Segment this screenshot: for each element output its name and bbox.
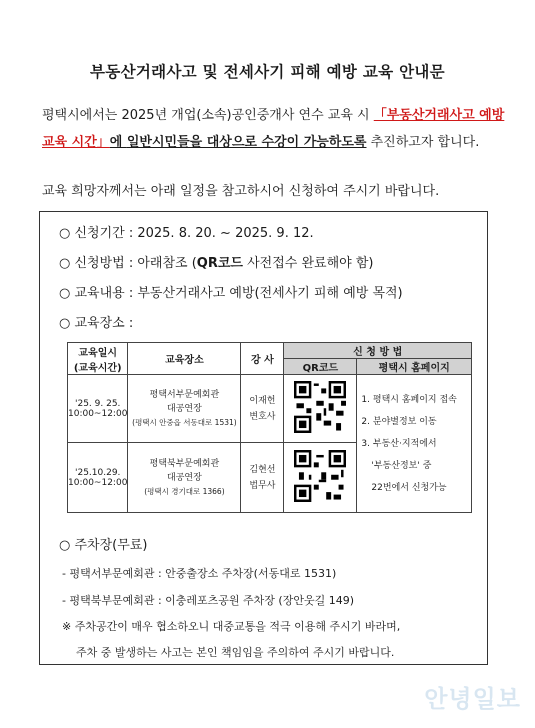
row-place: 평택서부문예회관 대공연장 (평택시 안중읍 서동대로 1531) bbox=[128, 375, 241, 443]
guide-text: 교육 희망자께서는 아래 일정을 참고하시어 신청하여 주시기 바랍니다. bbox=[42, 184, 440, 199]
highlight-course: 「부동산거래사고 예방 교육 시간」 bbox=[42, 108, 505, 150]
header-lecturer: 강 사 bbox=[241, 343, 284, 375]
row-lecturer: 김현선 법무사 bbox=[241, 443, 284, 513]
qr-code-icon[interactable] bbox=[284, 375, 357, 443]
parking-note-2: 주차 중 발생하는 사고는 본인 책임임을 주의하여 주시기 바랍니다. bbox=[76, 646, 395, 659]
newspaper-logo: 안녕일보 bbox=[424, 685, 521, 713]
header-qr: QR코드 bbox=[284, 359, 357, 375]
highlight-target: 일반시민들을 대상으로 수강이 가능하도록 bbox=[126, 135, 367, 150]
row-place: 평택북부문예회관 대공연장 (평택시 경기대로 1366) bbox=[128, 443, 241, 513]
education-place: ○ 교육장소 : bbox=[59, 316, 134, 331]
page-title: 부동산거래사고 및 전세사기 피해 예방 교육 안내문 bbox=[90, 63, 445, 81]
application-period: ○ 신청기간 : 2025. 8. 20. ~ 2025. 9. 12. bbox=[59, 226, 314, 241]
parking-west: - 평택서부문예회관 : 안중출장소 주차장(서동대로 1531) bbox=[62, 567, 337, 580]
header-date: 교육일시 (교육시간) bbox=[68, 343, 128, 375]
intro-paragraph: 평택시에서는 2025년 개업(소속)공인중개사 연수 교육 시 「부동산거래사고 예방 교육 시간」에 일반시민들을 대상으로 수강이 가능하도록 추진하고자 합니다. bbox=[42, 108, 505, 150]
info-box bbox=[39, 211, 488, 665]
homepage-steps: 1. 평택시 홈페이지 접속 2. 분야별정보 이동 3. 부동산·지적에서 '부동산정보' 중 22번에서 신청가능 bbox=[357, 375, 472, 513]
table-row bbox=[68, 375, 472, 443]
header-homepage: 평택시 홈페이지 bbox=[357, 359, 472, 375]
header-place: 교육장소 bbox=[128, 343, 241, 375]
row-lecturer: 이재헌 변호사 bbox=[241, 375, 284, 443]
parking-note-1: ※ 주차공간이 매우 협소하오니 대중교통을 적극 이용해 주시기 바라며, bbox=[62, 620, 401, 633]
education-content: ○ 교육내용 : 부동산거래사고 예방(전세사기 피해 예방 목적) bbox=[59, 286, 403, 301]
qr-code-icon[interactable] bbox=[284, 443, 357, 513]
row-date: '25.10.29. 10:00~12:00 bbox=[68, 443, 128, 513]
row-date: '25. 9. 25. 10:00~12:00 bbox=[68, 375, 128, 443]
schedule-table bbox=[67, 342, 472, 513]
parking-title: ○ 주차장(무료) bbox=[59, 538, 148, 553]
qr-code-icon[interactable] bbox=[294, 450, 346, 502]
header-method: 신 청 방 법 bbox=[284, 343, 472, 359]
qr-code-icon[interactable] bbox=[294, 381, 346, 433]
parking-north: - 평택북부문예회관 : 이충레포츠공원 주차장 (장안웃길 149) bbox=[62, 594, 355, 607]
application-method: ○ 신청방법 : 아래참조 (QR코드 사전접수 완료해야 함) bbox=[59, 256, 374, 271]
